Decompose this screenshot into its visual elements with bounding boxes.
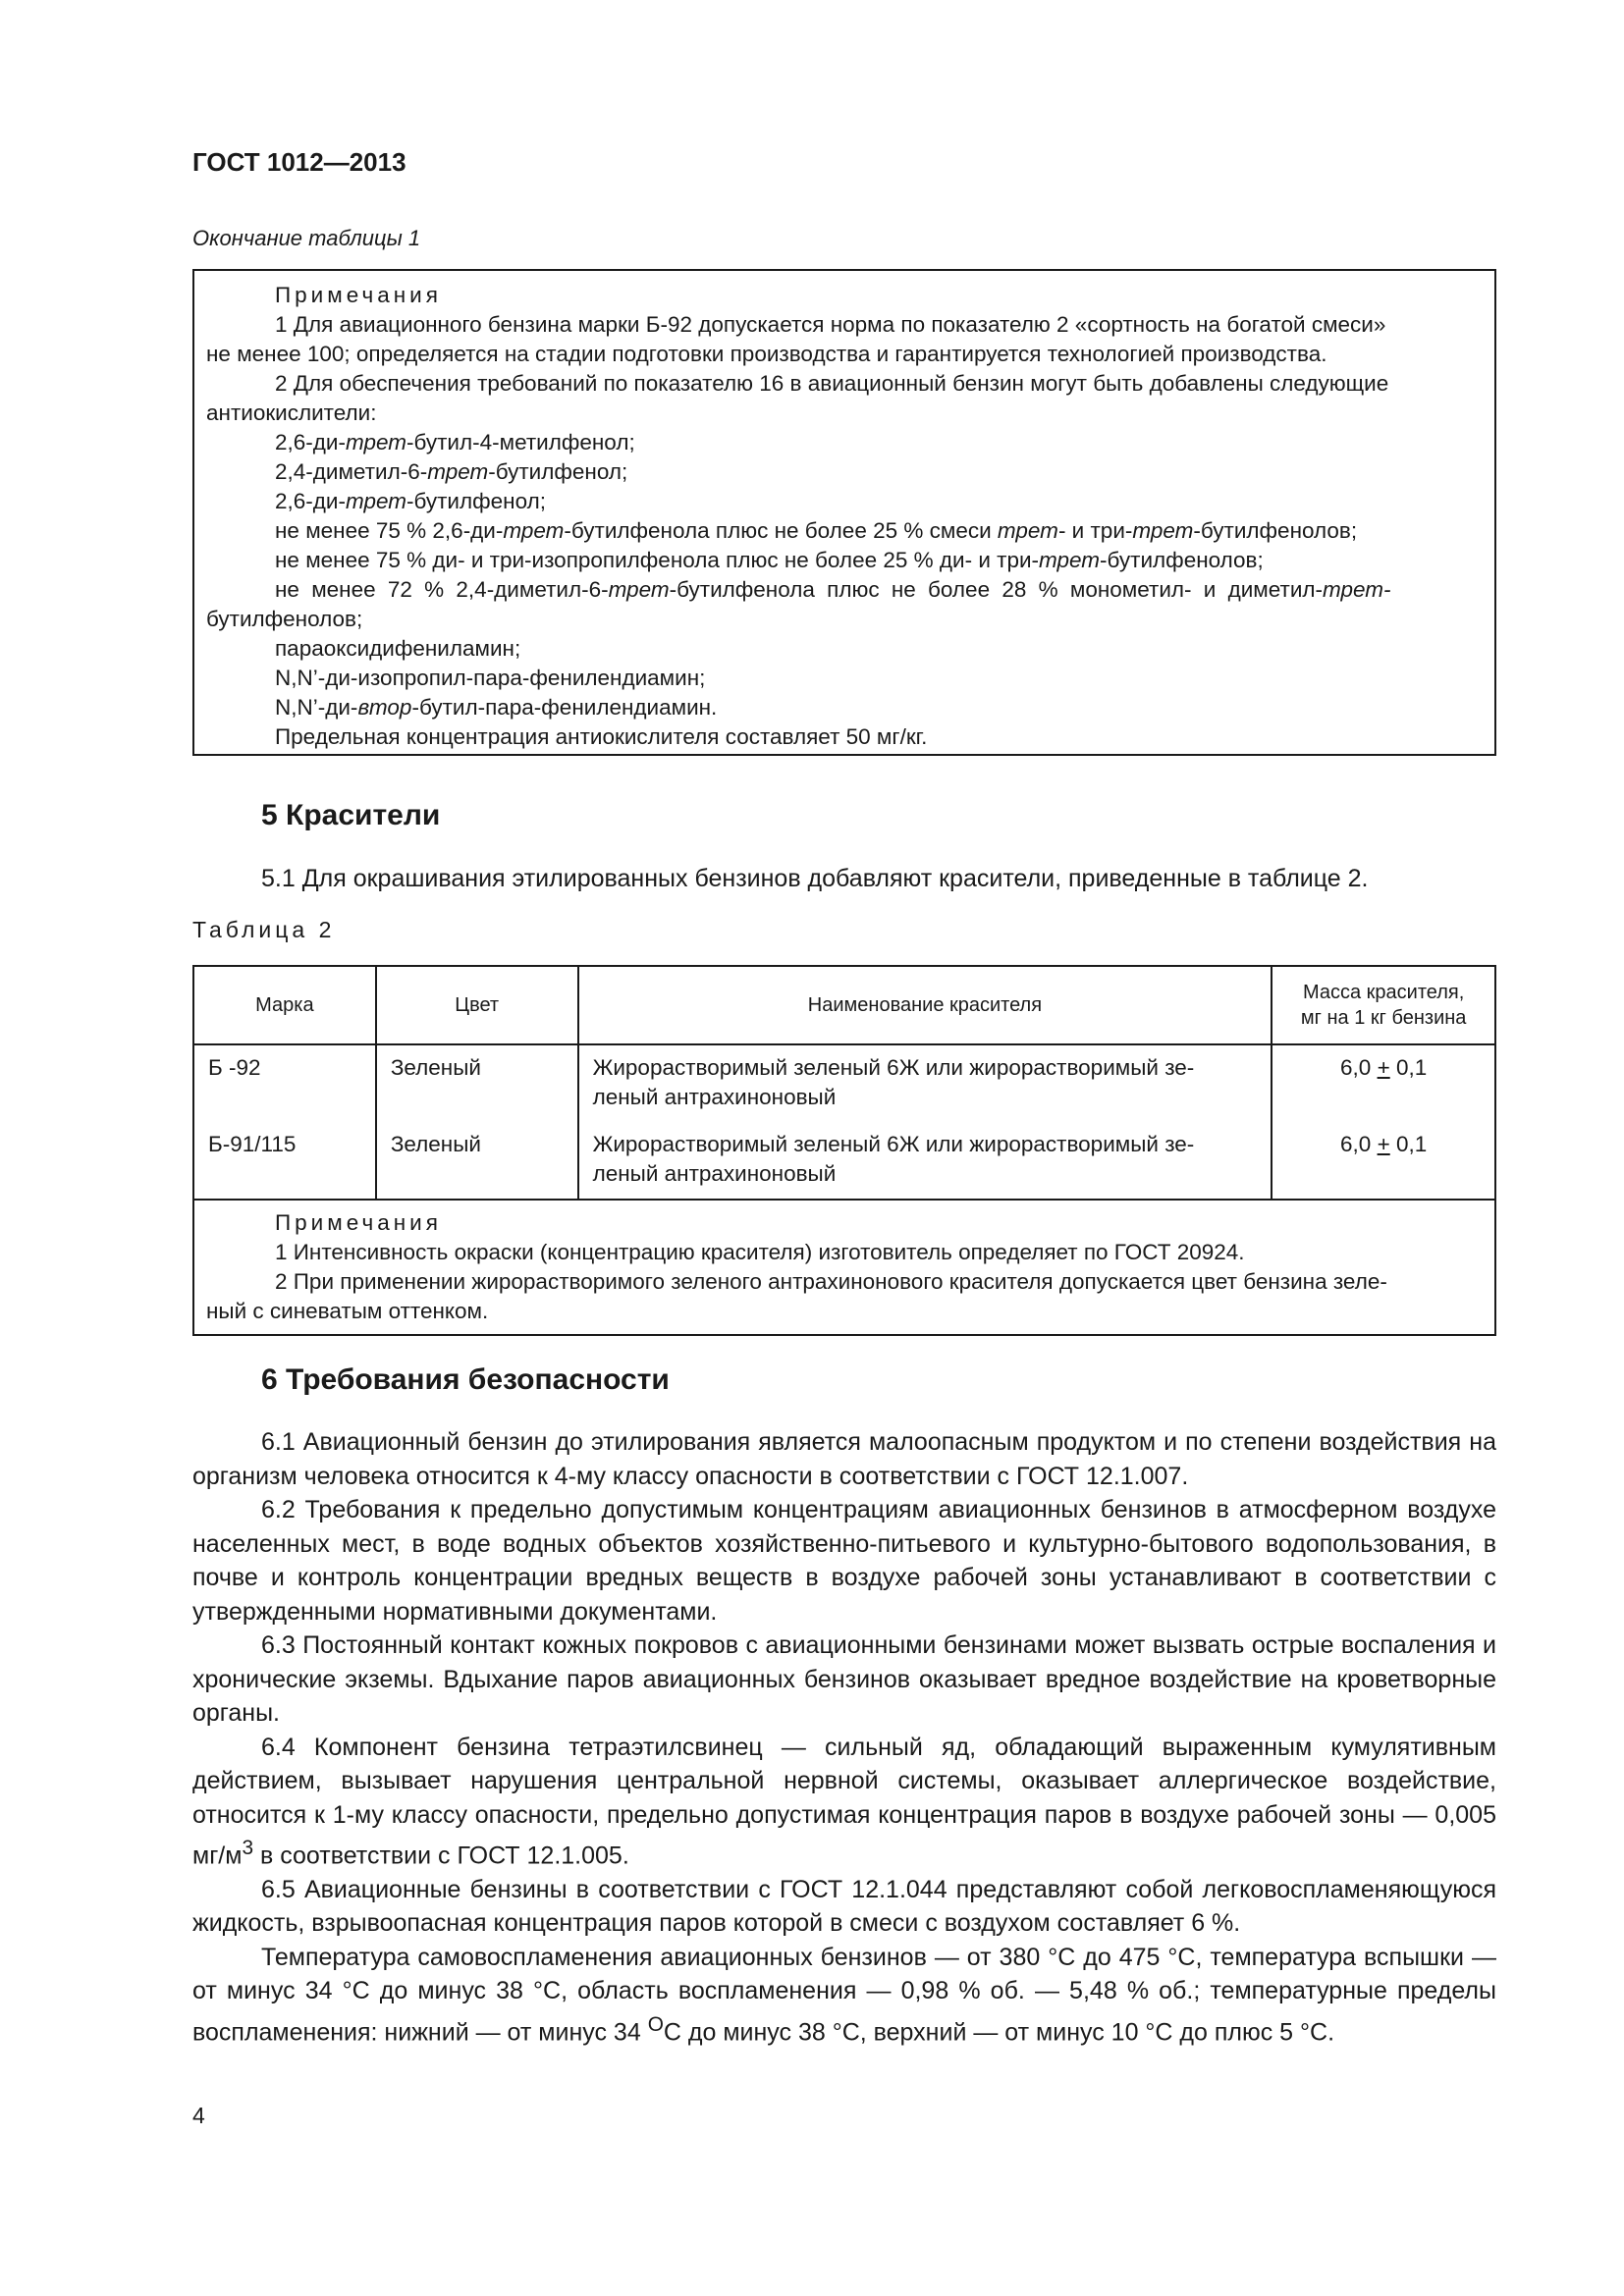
table1-notes-box	[192, 269, 1496, 756]
note-1-line-2: не менее 100; определяется на стадии подготовки производства и гарантируется технологией производства.	[206, 342, 1327, 366]
dye-table	[192, 965, 1496, 1336]
cell-brand: Б-91/115	[193, 1122, 376, 1200]
note-2-line-1: 2 Для обеспечения требований по показателю 16 в авиационный бензин могут быть добавлены следующие	[275, 371, 1389, 396]
page-number: 4	[192, 2103, 205, 2128]
cell-brand: Б -92	[193, 1044, 376, 1122]
antioxidant-item-cont: бутилфенолов;	[206, 607, 363, 631]
table-row	[193, 1122, 1495, 1200]
antioxidant-item: не менее 72 % 2,4-диметил-6-трет-бутилфенола плюс не более 28 % монометил- и диметил-трет-	[275, 577, 1391, 602]
section-5-heading: 5 Красители	[261, 799, 441, 831]
paragraph-6-3: 6.3 Постоянный контакт кожных покровов с авиационными бензинами может вызвать острые воспаления и хронические экземы. Вдыхание паров авиационных бензинов оказывает вредное воздействие на кроветворные органы.	[192, 1631, 1496, 1727]
header-dye-name: Наименование красителя	[578, 966, 1272, 1044]
cell-color: Зеленый	[376, 1122, 578, 1200]
table-notes	[193, 1200, 1495, 1335]
cell-mass: 6,0 + 0,1	[1272, 1044, 1495, 1122]
table-note-2-line-2: ный с синеватым оттенком.	[206, 1299, 489, 1323]
header-color: Цвет	[376, 966, 578, 1044]
paragraph-6-2: 6.2 Требования к предельно допустимым концентрациям авиационных бензинов в атмосферном воздухе населенных мест, в воде водных объектов хозяйственно-питьевого и культурно-бытового водопользования, в почве и контроль концентрации вредных веществ в воздухе рабочей зоны устанавливают в соответствии с утвержденными нормативными документами.	[192, 1496, 1496, 1626]
cell-mass: 6,0 + 0,1	[1272, 1122, 1495, 1200]
antioxidant-item: 2,6-ди-трет-бутил-4-метилфенол;	[275, 430, 635, 454]
antioxidant-item: параоксидифениламин;	[275, 636, 521, 661]
antioxidant-item: не менее 75 % ди- и три-изопропилфенола плюс не более 25 % ди- и три-трет-бутилфенолов;	[275, 548, 1264, 572]
paragraph-temperatures: Температура самовоспламенения авиационных бензинов — от 380 °С до 475 °С, температура вспышки — от минус 34 °С до минус 38 °С, область воспламенения — 0,98 % об. — 5,48 % об.; температурные пределы воспламенения: нижний — от минус 34 $^О$С до минус 38 °С, верхний — от минус 10 °С до плюс 5 °С.	[192, 1943, 1496, 2047]
paragraph-6-1: 6.1 Авиационный бензин до этилирования является малоопасным продуктом и по степени воздействия на организм человека относится к 4-му классу опасности в соответствии с ГОСТ 12.1.007.	[192, 1428, 1496, 1490]
cell-dye-name: Жирорастворимый зеленый 6Ж или жирорастворимый зе- леный антрахиноновый	[578, 1122, 1272, 1200]
section-6-body	[192, 1425, 1496, 2050]
antioxidant-item: 2,6-ди-трет-бутилфенол;	[275, 489, 546, 513]
antioxidant-item: N,N’-ди-изопропил-пара-фенилендиамин;	[275, 666, 706, 690]
header-dye-mass: Масса красителя, мг на 1 кг бензина	[1272, 966, 1495, 1044]
cell-dye-name: Жирорастворимый зеленый 6Ж или жирорастворимый зе- леный антрахиноновый	[578, 1044, 1272, 1122]
antioxidant-item: не менее 75 % 2,6-ди-трет-бутилфенола плюс не более 25 % смеси трет- и три-трет-бутилфенолов;	[275, 518, 1358, 543]
antioxidant-item: 2,4-диметил-6-трет-бутилфенол;	[275, 459, 628, 484]
table-continuation-caption: Окончание таблицы 1	[192, 226, 421, 250]
table-header-row	[193, 966, 1495, 1044]
header-brand: Марка	[193, 966, 376, 1044]
table-notes-row	[193, 1200, 1495, 1335]
cell-color: Зеленый	[376, 1044, 578, 1122]
section-5-body	[192, 862, 1496, 896]
note-1-line-1: 1 Для авиационного бензина марки Б-92 допускается норма по показателю 2 «сортность на богатой смеси»	[275, 312, 1386, 337]
paragraph-6-5: 6.5 Авиационные бензины в соответствии с ГОСТ 12.1.044 представляют собой легковоспламеняющуюся жидкость, взрывоопасная концентрация паров которой в смеси с воздухом составляет 6 %.	[192, 1875, 1496, 1938]
notes-title: Примечания	[275, 283, 442, 307]
antioxidant-limit: Предельная концентрация антиокислителя составляет 50 мг/кг.	[275, 724, 928, 749]
note-2-line-2: антиокислители:	[206, 400, 377, 425]
section-6-heading: 6 Требования безопасности	[261, 1363, 670, 1396]
paragraph-5-1: 5.1 Для окрашивания этилированных бензинов добавляют красители, приведенные в таблице 2.	[261, 865, 1369, 892]
table-notes-title: Примечания	[275, 1210, 442, 1235]
table-2-label: Таблица 2	[192, 917, 336, 942]
table-note-2-line-1: 2 При применении жирорастворимого зеленого антрахинонового красителя допускается цвет бензина зеле-	[275, 1269, 1387, 1294]
table-row	[193, 1044, 1495, 1122]
document-standard-code: ГОСТ 1012—2013	[192, 147, 406, 177]
antioxidant-item: N,N’-ди-втор-бутил-пара-фенилендиамин.	[275, 695, 718, 720]
paragraph-6-4: 6.4 Компонент бензина тетраэтилсвинец — сильный яд, обладающий выраженным кумулятивным действием, вызывает нарушения центральной нервной системы, оказывает аллергическое воздействие, относится к 1-му классу опасности, предельно допустимая концентрация паров в воздухе рабочей зоны — 0,005 $мг/м^3$ в соответствии с ГОСТ 12.1.005.	[192, 1733, 1496, 1870]
table-note-1: 1 Интенсивность окраски (концентрацию красителя) изготовитель определяет по ГОСТ 20924.	[275, 1240, 1245, 1264]
